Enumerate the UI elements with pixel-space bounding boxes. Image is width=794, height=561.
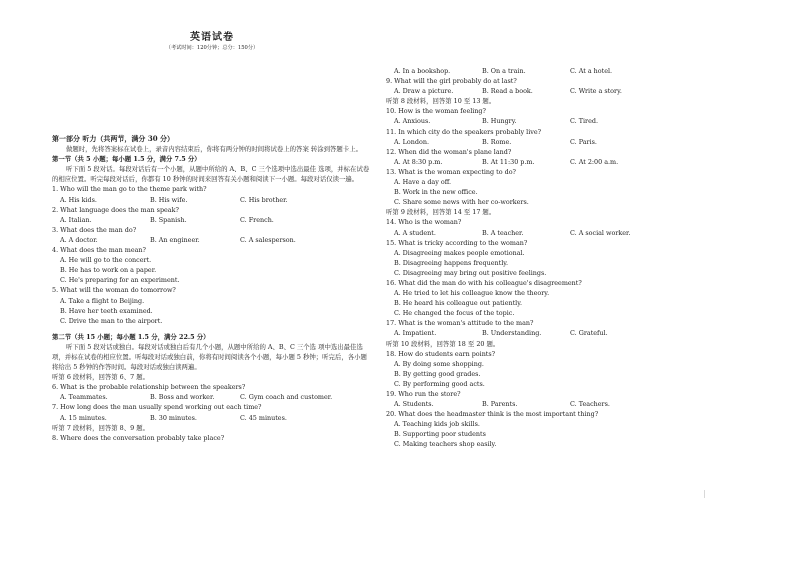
options-row xyxy=(386,328,746,338)
question-text: 19. Who run the store? xyxy=(386,390,461,398)
option-a: A. Have a day off. xyxy=(394,178,452,187)
question-14 xyxy=(386,217,746,237)
option-a: A. Impatient. xyxy=(394,329,437,338)
question-15 xyxy=(386,238,746,278)
question-text: 11. In which city do the speakers probably live? xyxy=(386,127,542,136)
option-b: B. Supporting poor students xyxy=(394,430,486,439)
option-c: C. At a hotel. xyxy=(570,67,613,75)
section2-intro: 听下面 5 段对话或独白。每段对话或独白后有几个小题，从题中所给的 A、B、C 三个选 项中选出最佳选项，并标在试卷的相应位置。听每段对话或独白前，你将有时间阅读各个小题，每小题 5 秒钟；听完后，各小题将给出 5 秒钟的作答时间。每段对话或独白读两遍。 xyxy=(52,342,367,372)
option-b: B. Understanding. xyxy=(482,329,542,338)
listen-instruction-10: 听第 10 段材料，回答第 18 至 20 题。 xyxy=(386,339,500,348)
question-6 xyxy=(52,382,372,402)
option-b: B. An engineer. xyxy=(150,235,200,244)
option-a: A. Anxious. xyxy=(394,117,431,126)
option-b: B. Hungry. xyxy=(482,117,517,126)
option-c: C. Paris. xyxy=(570,137,597,146)
part1-intro: 做题时，先将答案标在试卷上，录音内容结束后，你将有两分钟的时间将试卷上的答案 转涂到答题卡上。 xyxy=(66,145,362,154)
option-c: C. Gym coach and customer. xyxy=(240,393,333,402)
option-c: C. By performing good acts. xyxy=(394,379,485,388)
listen-instruction-7: 听第 7 段材料，回答第 8、9 题。 xyxy=(52,423,150,432)
question-9 xyxy=(386,76,746,96)
question-text: 10. How is the woman feeling? xyxy=(386,107,486,116)
question-4 xyxy=(52,245,372,285)
option-c: C. Teachers. xyxy=(570,400,610,409)
option-c: C. Tired. xyxy=(570,117,598,126)
options-row xyxy=(386,228,746,238)
option-a: A. Take a flight to Beijing. xyxy=(60,296,145,305)
option-a: A. Students. xyxy=(394,400,434,409)
question-5 xyxy=(52,285,372,325)
page-title: 英语试卷 xyxy=(190,32,234,43)
option-b: B. He heard his colleague out patiently. xyxy=(394,299,523,308)
part1-heading: 第一部分 听力（共两节，满分 30 分） xyxy=(52,134,175,143)
option-b: B. Read a book. xyxy=(482,87,533,96)
question-12 xyxy=(386,147,746,167)
question-3 xyxy=(52,225,372,245)
option-a: A. In a bookshop. xyxy=(394,67,451,75)
question-text: 6. What is the probable relationship between the speakers? xyxy=(52,383,246,392)
option-a: A. Draw a picture. xyxy=(394,87,454,96)
question-text: 1. Who will the man go to the theme park with? xyxy=(52,185,207,194)
question-text: 12. When did the woman's plane land? xyxy=(386,147,512,156)
question-text: 14. Who is the woman? xyxy=(386,218,462,227)
scan-mark xyxy=(704,490,705,498)
option-c: C. A salesperson. xyxy=(240,235,296,244)
option-b: B. Rome. xyxy=(482,137,512,146)
option-c: C. Share some news with her co-workers. xyxy=(394,198,529,207)
listen-instruction-6: 听第 6 段材料，回答第 6、7 题。 xyxy=(52,373,150,382)
options-row xyxy=(386,86,746,96)
option-b: B. Have her teeth examined. xyxy=(60,306,153,315)
option-b: B. At 11:30 p.m. xyxy=(482,157,535,166)
listen-instruction-8: 听第 8 段材料，回答第 10 至 13 题。 xyxy=(386,97,496,106)
section1-heading: 第一节（共 5 小题；每小题 1.5 分，满分 7.5 分） xyxy=(52,155,201,164)
question-text: 2. What language does the man speak? xyxy=(52,205,179,214)
question-text: 4. What does the man mean? xyxy=(52,246,146,255)
question-17 xyxy=(386,318,746,338)
question-19 xyxy=(386,389,746,409)
question-1 xyxy=(52,184,372,204)
question-text: 9. What will the girl probably do at last? xyxy=(386,77,517,86)
option-c: C. A social worker. xyxy=(570,228,631,237)
option-a: A. Teaching kids job skills. xyxy=(394,420,480,429)
option-a: A. He will go to the concert. xyxy=(60,256,152,265)
option-a: A. 15 minutes. xyxy=(60,413,107,422)
option-c: C. Making teachers shop easily. xyxy=(394,440,497,449)
option-a: A. Italian. xyxy=(60,215,92,224)
section1-intro: 听下面 5 段对话。每段对话后有一个小题，从题中所给的 A、B、C 三个选项中选出最佳 选项，并标在试卷的相应位置。听完每段对话后，你都有 10 秒钟的时间来回答有关小题和阅读下一小题。每段对话仅读一遍。 xyxy=(52,165,370,184)
options-row xyxy=(386,399,746,409)
option-a: A. London. xyxy=(394,137,429,146)
option-c: C. 45 minutes. xyxy=(240,413,287,422)
options-row xyxy=(386,116,746,126)
option-b: B. A teacher. xyxy=(482,228,524,237)
question-text: 17. What is the woman's attitude to the man? xyxy=(386,319,534,328)
option-b: B. Spanish. xyxy=(150,215,187,224)
question-8-text: 8. Where does the conversation probably take place? xyxy=(52,433,225,442)
option-c: C. Disagreeing may bring out positive feelings. xyxy=(394,268,547,277)
options-row xyxy=(52,392,372,402)
option-c: C. He changed the focus of the topic. xyxy=(394,309,515,318)
question-text: 5. What will the woman do tomorrow? xyxy=(52,286,176,295)
option-c: C. At 2:00 a.m. xyxy=(570,157,619,166)
option-b: B. His wife. xyxy=(150,195,188,204)
option-b: B. On a train. xyxy=(482,67,526,75)
options-row xyxy=(52,413,372,423)
option-a: A. At 8:30 p.m. xyxy=(394,157,443,166)
section2-heading: 第二节（共 15 小题；每小题 1.5 分，满分 22.5 分） xyxy=(52,332,210,341)
question-16 xyxy=(386,278,746,318)
question-7 xyxy=(52,402,372,422)
option-c: C. Grateful. xyxy=(570,329,608,338)
question-text: 15. What is tricky according to the woman? xyxy=(386,238,528,247)
listen-instruction-9: 听第 9 段材料，回答第 14 至 17 题。 xyxy=(386,208,496,217)
question-13 xyxy=(386,167,746,207)
question-10 xyxy=(386,106,746,126)
option-a: A. Teammates. xyxy=(60,393,108,402)
option-a: A. His kids. xyxy=(60,195,97,204)
question-2 xyxy=(52,205,372,225)
option-a: A. By doing some shopping. xyxy=(394,359,484,368)
option-b: B. Disagreeing happens frequently. xyxy=(394,258,509,267)
option-c: C. He's preparing for an experiment. xyxy=(60,276,180,285)
option-c: C. Write a story. xyxy=(570,87,622,96)
option-b: B. Boss and worker. xyxy=(150,393,215,402)
option-c: C. His brother. xyxy=(240,195,288,204)
question-8-options xyxy=(386,66,746,76)
options-row xyxy=(386,157,746,167)
options-row xyxy=(386,137,746,147)
exam-subtitle: （考试时间：120分钟；总分：150分） xyxy=(165,45,259,51)
options-row xyxy=(52,235,372,245)
question-text: 3. What does the man do? xyxy=(52,225,137,234)
left-column xyxy=(52,130,372,443)
question-text: 7. How long does the man usually spend working out each time? xyxy=(52,403,262,412)
option-b: B. 30 minutes. xyxy=(150,413,197,422)
question-text: 13. What is the woman expecting to do? xyxy=(386,167,516,176)
option-a: A. Disagreeing makes people emotional. xyxy=(394,248,525,257)
question-20 xyxy=(386,409,746,449)
question-text: 16. What did the man do with his colleague's disagreement? xyxy=(386,278,582,287)
option-a: A. A doctor. xyxy=(60,235,98,244)
option-b: B. He has to work on a paper. xyxy=(60,266,157,275)
options-row xyxy=(52,215,372,225)
options-row xyxy=(52,195,372,205)
question-11 xyxy=(386,127,746,147)
option-c: C. Drive the man to the airport. xyxy=(60,316,163,325)
option-c: C. French. xyxy=(240,215,274,224)
question-18 xyxy=(386,349,746,389)
option-a: A. He tried to let his colleague know the theory. xyxy=(394,289,550,298)
question-text: 20. What does the headmaster think is the most important thing? xyxy=(386,410,599,419)
option-b: B. Parents. xyxy=(482,400,518,409)
question-text: 18. How do students earn points? xyxy=(386,349,496,358)
option-a: A. A student. xyxy=(394,228,436,237)
option-b: B. Work in the new office. xyxy=(394,188,478,197)
option-b: B. By getting good grades. xyxy=(394,369,481,378)
right-column xyxy=(386,66,746,450)
